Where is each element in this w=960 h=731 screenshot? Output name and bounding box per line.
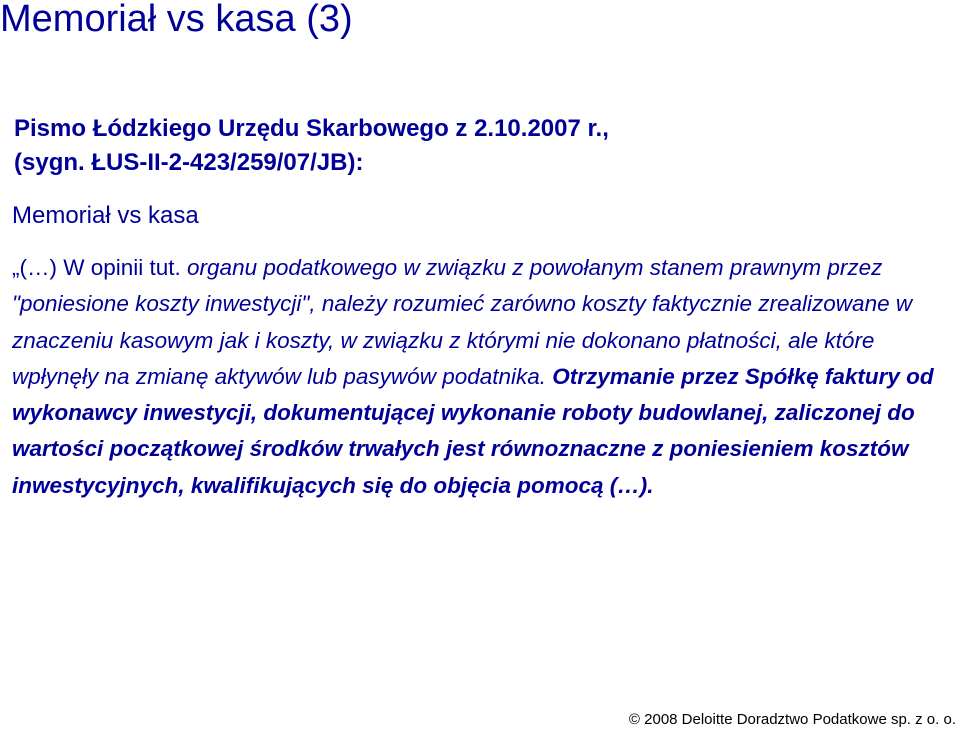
source-reference <box>14 112 609 180</box>
section-subheading: Memoriał vs kasa <box>12 202 199 229</box>
quote-intro: „(…) W opinii tut. <box>12 255 188 280</box>
source-reference-line-1: Pismo Łódzkiego Urzędu Skarbowego z 2.10.2007 r., <box>14 115 609 142</box>
quote-italic-text: organu podatkowego w związku z powołanym stanem prawnym przez "poniesione koszty inwestycji", należy rozumieć zarówno koszty faktycznie zrealizowane w znaczeniu kasowym jak i koszty, w związku z którymi nie dokonano płatności, ale które wpłynęły na zmianę aktywów lub pasywów podatnika. <box>12 255 913 389</box>
slide-title: Memoriał vs kasa (3) <box>0 0 353 40</box>
quote-emphasis-text: Otrzymanie przez Spółkę faktury od wykonawcy inwestycji, dokumentującej wykonanie roboty budowlanej, zaliczonej do wartości początkowej środków trwałych jest równoznaczne z poniesieniem kosztów inwestycyjnych, kwalifikujących się do objęcia pomocą (…). <box>12 363 934 498</box>
quoted-opinion <box>12 250 952 504</box>
source-reference-line-2: (sygn. ŁUS-II-2-423/259/07/JB): <box>14 149 364 176</box>
copyright-footer: © 2008 Deloitte Doradztwo Podatkowe sp. z o. o. <box>628 711 956 728</box>
